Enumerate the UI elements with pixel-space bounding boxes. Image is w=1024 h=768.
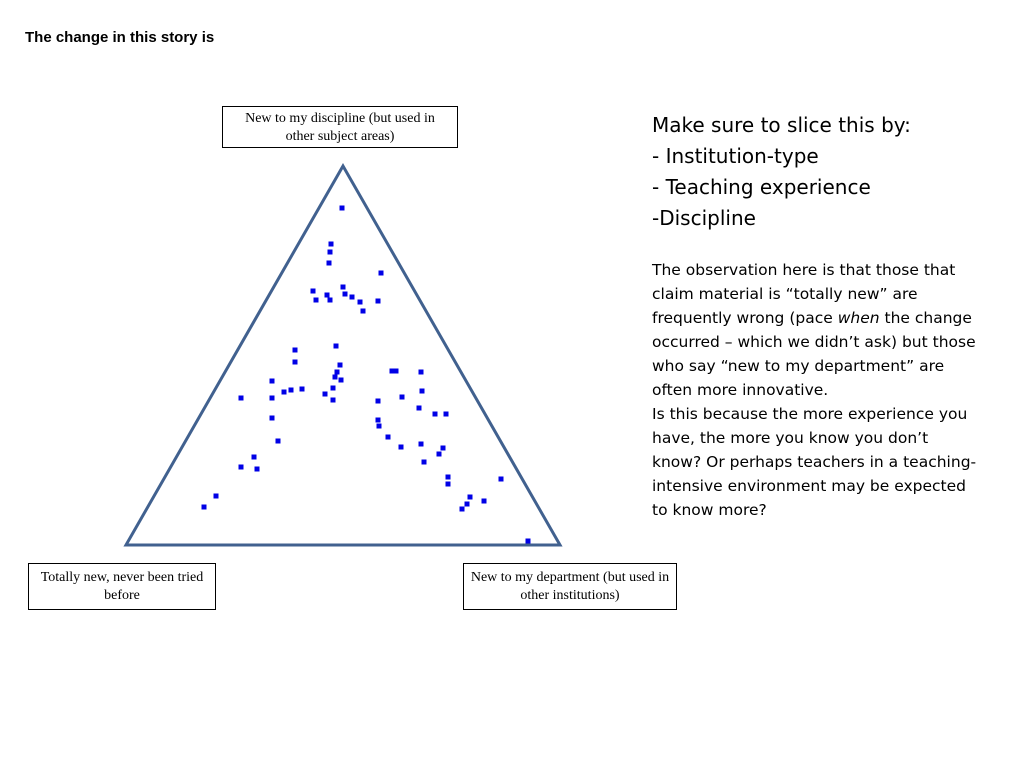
data-point (334, 344, 339, 349)
data-point (255, 467, 260, 472)
data-point (311, 289, 316, 294)
data-point (377, 424, 382, 429)
question-text: Is this because the more experience you have, the more you know you don’t know? Or perhaps teachers in a teaching-intensive environment may be expected to know more? (652, 405, 977, 519)
notes-panel (652, 110, 982, 522)
data-point (328, 250, 333, 255)
data-point (419, 370, 424, 375)
data-point (270, 396, 275, 401)
data-point (239, 396, 244, 401)
notes-body (652, 258, 982, 522)
data-point (376, 418, 381, 423)
data-point (339, 378, 344, 383)
data-point (341, 285, 346, 290)
data-point (314, 298, 319, 303)
observation-emphasis: when (837, 309, 880, 327)
observation-part: the change occurred – which we didn’t ask) but those who say “new to my department” are often more innovative. (652, 309, 976, 399)
data-points (202, 206, 531, 544)
data-point (338, 363, 343, 368)
data-point (252, 455, 257, 460)
data-point (446, 475, 451, 480)
data-point (444, 412, 449, 417)
data-point (399, 445, 404, 450)
data-point (293, 348, 298, 353)
data-point (465, 502, 470, 507)
slice-line: - Institution-type (652, 144, 819, 168)
ternary-triangle (126, 166, 560, 545)
slice-heading (652, 110, 982, 234)
data-point (276, 439, 281, 444)
data-point (417, 406, 422, 411)
data-point (270, 379, 275, 384)
data-point (340, 206, 345, 211)
data-point (202, 505, 207, 510)
data-point (329, 242, 334, 247)
slice-line: -Discipline (652, 206, 756, 230)
data-point (468, 495, 473, 500)
data-point (343, 292, 348, 297)
data-point (526, 539, 531, 544)
data-point (361, 309, 366, 314)
data-point (437, 452, 442, 457)
data-point (482, 499, 487, 504)
data-point (422, 460, 427, 465)
data-point (441, 446, 446, 451)
data-point (293, 360, 298, 365)
data-point (335, 370, 340, 375)
data-point (433, 412, 438, 417)
data-point (214, 494, 219, 499)
data-point (386, 435, 391, 440)
data-point (323, 392, 328, 397)
data-point (419, 442, 424, 447)
data-point (358, 300, 363, 305)
data-point (270, 416, 275, 421)
data-point (379, 271, 384, 276)
data-point (331, 386, 336, 391)
data-point (239, 465, 244, 470)
data-point (420, 389, 425, 394)
slice-line: - Teaching experience (652, 175, 871, 199)
corner-label-top: New to my discipline (but used in other subject areas) (222, 106, 458, 148)
corner-label-right: New to my department (but used in other institutions) (463, 563, 677, 610)
slice-line: Make sure to slice this by: (652, 113, 911, 137)
data-point (350, 295, 355, 300)
observation-part: The observation here is that those that claim material is “totally new” are frequently wrong (pace (652, 261, 956, 327)
data-point (499, 477, 504, 482)
data-point (446, 482, 451, 487)
data-point (376, 299, 381, 304)
data-point (325, 293, 330, 298)
data-point (328, 298, 333, 303)
data-point (460, 507, 465, 512)
data-point (400, 395, 405, 400)
data-point (331, 398, 336, 403)
data-point (376, 399, 381, 404)
observation-text (652, 258, 982, 402)
slide-title: The change in this story is (25, 29, 215, 46)
data-point (333, 375, 338, 380)
corner-label-left: Totally new, never been tried before (28, 563, 216, 610)
data-point (300, 387, 305, 392)
data-point (289, 388, 294, 393)
data-point (282, 390, 287, 395)
data-point (327, 261, 332, 266)
data-point (394, 369, 399, 374)
